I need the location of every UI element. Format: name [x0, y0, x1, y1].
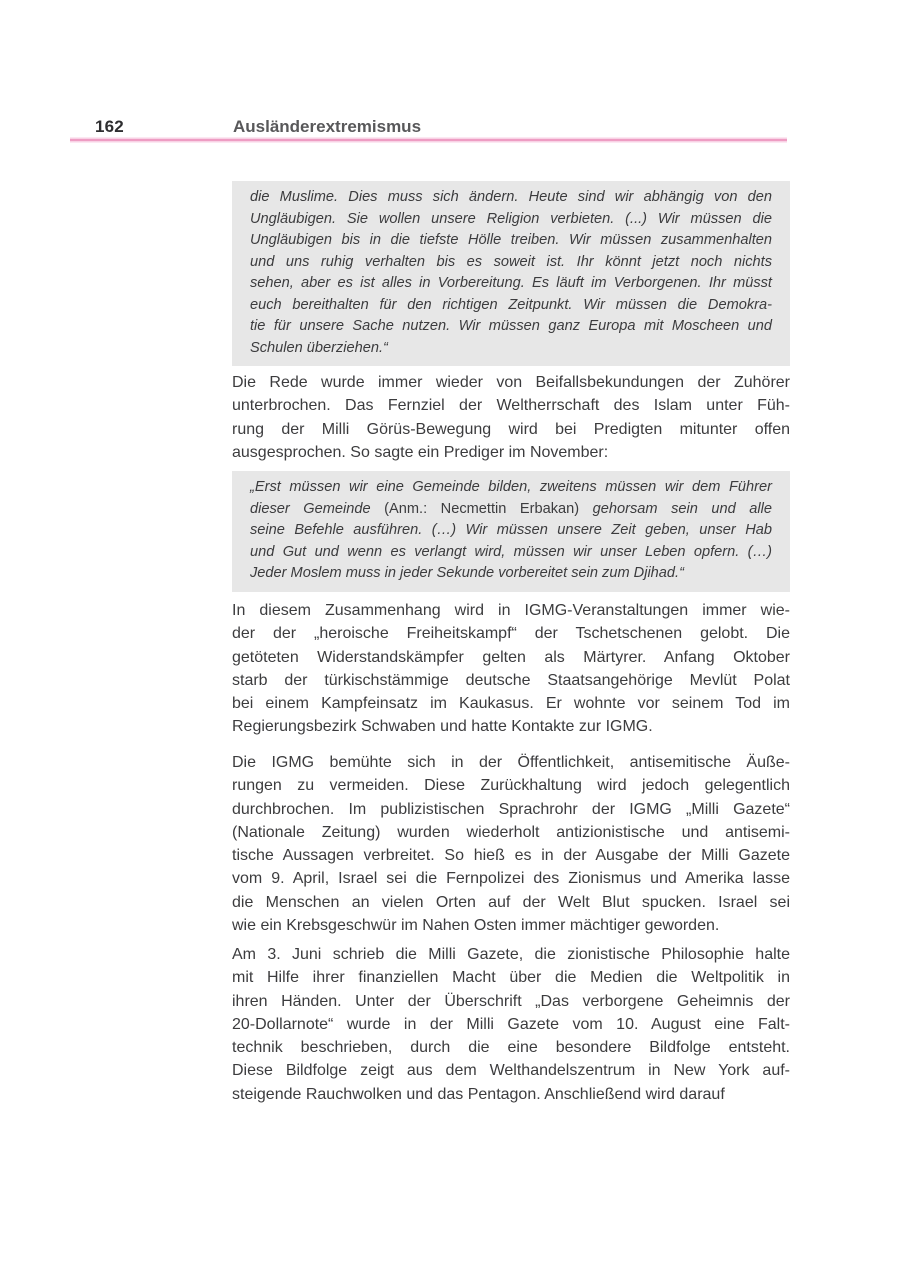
text-line: tische Aussagen verbreitet. So hieß es in der Ausgabe der Milli Gazete	[232, 847, 790, 865]
text-line: Die IGMG bemühte sich in der Öffentlichkeit, antisemitische Äuße-	[232, 754, 790, 771]
text-line: Ungläubigen bis in die tiefste Hölle treiben. Wir müssen zusammenhalten	[250, 232, 772, 248]
body-paragraph-1	[232, 371, 790, 464]
text-line: starb der türkischstämmige deutsche Staatsangehörige Mevlüt Polat	[232, 671, 790, 689]
text-line: Regierungsbezirk Schwaben und hatte Kontakte zur IGMG.	[232, 718, 653, 736]
text-line: wie ein Krebsgeschwür im Nahen Osten immer mächtiger geworden.	[232, 917, 720, 935]
quote-text-segment: dieser Gemeinde	[250, 500, 385, 517]
text-line: Am 3. Juni schrieb die Milli Gazete, die zionistische Philosophie halte	[232, 946, 790, 963]
header-rule	[70, 139, 787, 141]
text-line: Die Rede wurde immer wieder von Beifallsbekundungen der Zuhörer	[232, 374, 790, 391]
text-line: „Erst müssen wir eine Gemeinde bilden, zweitens müssen wir dem Führer	[250, 479, 772, 495]
text-line: rungen zu vermeiden. Diese Zurückhaltung wird jedoch gelegentlich	[232, 777, 790, 795]
quote-block-1	[232, 181, 790, 366]
body-paragraph-3	[232, 751, 790, 937]
text-line: Ungläubigen. Sie wollen unsere Religion verbieten. (...) Wir müssen die	[250, 210, 772, 227]
text-line: die Menschen an vielen Orten auf der Welt Blut spucken. Israel sei	[232, 893, 790, 911]
text-line: bei einem Kampfeinsatz im Kaukasus. Er wohnte vor seinem Tod im	[232, 695, 790, 713]
text-line: Diese Bildfolge zeigt aus dem Welthandelszentrum in New York auf-	[232, 1062, 790, 1080]
text-line: Schulen überziehen.“	[250, 339, 388, 356]
text-line: ihren Händen. Unter der Überschrift „Das verborgene Geheimnis der	[232, 992, 790, 1010]
text-line: seine Befehle ausführen. (…) Wir müssen unsere Zeit geben, unser Hab	[250, 522, 772, 538]
text-line: unterbrochen. Das Fernziel der Weltherrschaft des Islam unter Füh-	[232, 397, 790, 415]
text-line: und uns ruhig verhalten bis es soweit ist. Ihr könnt jetzt noch nichts	[250, 253, 772, 270]
text-line: ausgesprochen. So sagte ein Prediger im November:	[232, 443, 609, 461]
text-line: vom 9. April, Israel sei die Fernpolizei des Zionismus und Amerika lasse	[232, 870, 790, 888]
text-line: durchbrochen. Im publizistischen Sprachrohr der IGMG „Milli Gazete“	[232, 800, 790, 818]
text-line: sehen, aber es ist alles in Vorbereitung. Es läuft im Verborgenen. Ihr müsst	[250, 275, 772, 291]
quote-block-2	[232, 471, 790, 592]
body-paragraph-2	[232, 599, 790, 739]
text-line: euch bereithalten für den richtigen Zeitpunkt. Wir müssen die Demokra-	[250, 296, 772, 313]
text-line: technik beschrieben, durch die eine besondere Bildfolge entsteht.	[232, 1039, 790, 1057]
text-line: Jeder Moslem muss in jeder Sekunde vorbereitet sein zum Djihad.“	[250, 565, 684, 581]
text-line: getöteten Widerstandskämpfer gelten als Märtyrer. Anfang Oktober	[232, 648, 790, 666]
text-line: rung der Milli Görüs-Bewegung wird bei Predigten mitunter offen	[232, 420, 790, 438]
text-line: (Nationale Zeitung) wurden wiederholt antizionistische und antisemi-	[232, 823, 790, 841]
running-header-title: Ausländerextremismus	[233, 117, 422, 136]
text-line: In diesem Zusammenhang wird in IGMG-Veranstaltungen immer wie-	[232, 602, 790, 619]
text-line: 20-Dollarnote“ wurde in der Milli Gazete vom 10. August eine Falt-	[232, 1015, 790, 1033]
text-line	[250, 499, 772, 521]
quote-text-segment: gehorsam sein und alle	[592, 500, 772, 517]
text-line: steigende Rauchwolken und das Pentagon. Anschließend wird darauf	[232, 1085, 725, 1103]
page-number: 162	[95, 117, 124, 136]
text-line: die Muslime. Dies muss sich ändern. Heute sind wir abhängig von den	[250, 189, 772, 205]
body-paragraph-4	[232, 943, 790, 1106]
text-line: und Gut und wenn es verlangt wird, müssen wir unser Leben opfern. (…)	[250, 543, 772, 560]
text-line: der der „heroische Freiheitskampf“ der Tschetschenen gelobt. Die	[232, 625, 790, 643]
text-line: tie für unsere Sache nutzen. Wir müssen ganz Europa mit Moscheen und	[250, 318, 772, 334]
text-line: mit Hilfe ihrer finanziellen Macht über die Medien die Weltpolitik in	[232, 969, 790, 987]
annotation-roman-text: (Anm.: Necmettin Erbakan)	[384, 500, 593, 517]
